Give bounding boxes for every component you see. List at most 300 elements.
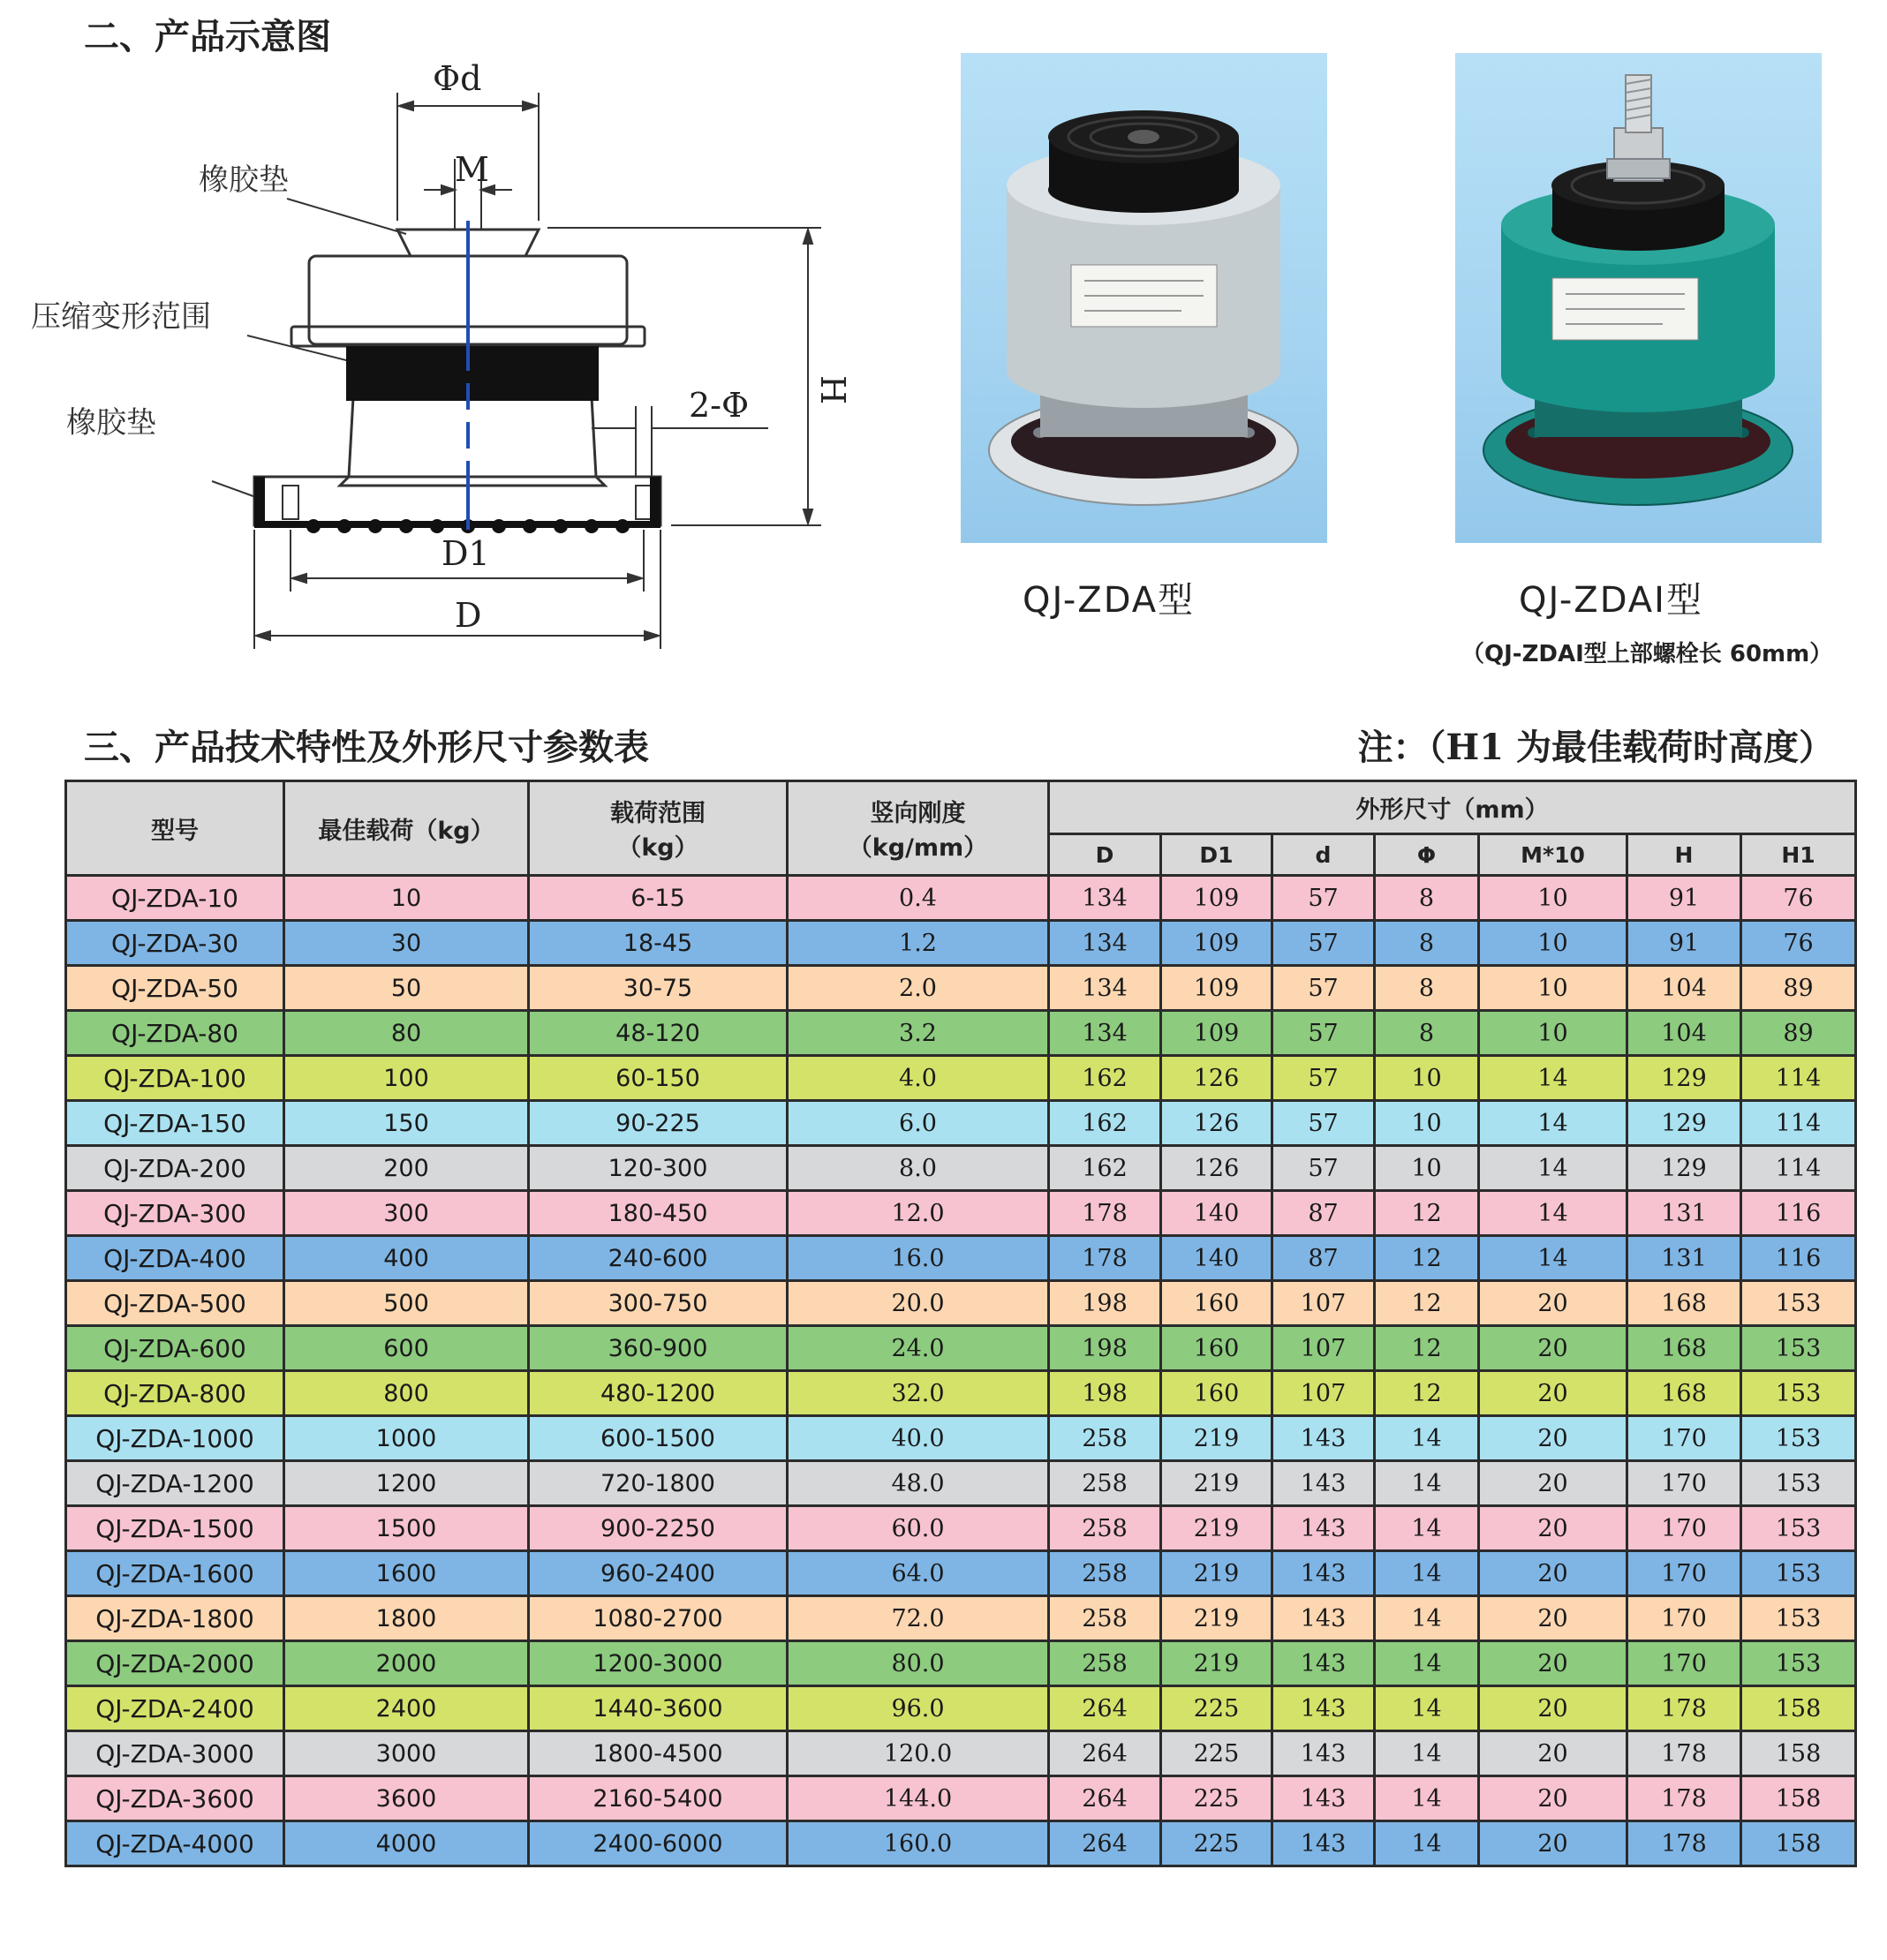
table-row [66,1416,1856,1461]
cell-stiffness: 0.4 [788,876,1049,921]
cell-D: 198 [1049,1371,1161,1416]
cell-best-load: 1200 [284,1461,529,1506]
cell-model: QJ-ZDA-150 [66,1101,284,1146]
cell-H: 178 [1627,1686,1741,1731]
table-row [66,1146,1856,1191]
cell-best-load: 3000 [284,1731,529,1776]
table-row [66,1056,1856,1101]
cell-stiffness: 72.0 [788,1596,1049,1641]
cell-phi: 12 [1375,1236,1479,1281]
cell-D1: 140 [1161,1191,1272,1236]
cell-M: 20 [1479,1731,1627,1776]
cell-H: 168 [1627,1326,1741,1371]
cell-d: 143 [1272,1416,1375,1461]
cell-H1: 153 [1741,1281,1856,1326]
cell-best-load: 80 [284,1011,529,1056]
table-row [66,1371,1856,1416]
cell-load-range: 240-600 [529,1236,788,1281]
cell-d: 107 [1272,1326,1375,1371]
cell-model: QJ-ZDA-3600 [66,1776,284,1821]
cell-stiffness: 3.2 [788,1011,1049,1056]
cell-D1: 126 [1161,1146,1272,1191]
header-stiffness-line1: 竖向刚度 [870,800,966,827]
cell-H: 178 [1627,1821,1741,1866]
cell-D1: 140 [1161,1236,1272,1281]
table-row [66,1461,1856,1506]
cell-load-range: 1440-3600 [529,1686,788,1731]
cell-H: 170 [1627,1551,1741,1596]
header-load-range-line2: （kg） [617,834,698,862]
cell-H1: 116 [1741,1191,1856,1236]
cell-phi: 12 [1375,1191,1479,1236]
table-row [66,1236,1856,1281]
table-row [66,1011,1856,1056]
cell-D: 258 [1049,1506,1161,1551]
cell-model: QJ-ZDA-1200 [66,1461,284,1506]
cell-phi: 12 [1375,1371,1479,1416]
cell-H1: 153 [1741,1461,1856,1506]
table-row [66,1506,1856,1551]
cell-d: 143 [1272,1776,1375,1821]
cell-D: 134 [1049,876,1161,921]
cell-H1: 158 [1741,1776,1856,1821]
cell-phi: 14 [1375,1641,1479,1686]
cell-D1: 225 [1161,1776,1272,1821]
cell-D: 258 [1049,1596,1161,1641]
cell-stiffness: 1.2 [788,921,1049,966]
cell-D1: 160 [1161,1371,1272,1416]
cell-H1: 114 [1741,1146,1856,1191]
cell-model: QJ-ZDA-50 [66,966,284,1011]
cell-model: QJ-ZDA-3000 [66,1731,284,1776]
cell-best-load: 1800 [284,1596,529,1641]
cell-model: QJ-ZDA-80 [66,1011,284,1056]
cell-phi: 12 [1375,1281,1479,1326]
cell-M: 20 [1479,1281,1627,1326]
cell-d: 143 [1272,1506,1375,1551]
cell-best-load: 30 [284,921,529,966]
cell-d: 57 [1272,1101,1375,1146]
cell-d: 57 [1272,921,1375,966]
cell-M: 14 [1479,1191,1627,1236]
cell-load-range: 480-1200 [529,1371,788,1416]
cell-stiffness: 32.0 [788,1371,1049,1416]
cell-load-range: 960-2400 [529,1551,788,1596]
cell-M: 20 [1479,1776,1627,1821]
cell-phi: 8 [1375,966,1479,1011]
cell-best-load: 1600 [284,1551,529,1596]
cell-M: 20 [1479,1461,1627,1506]
cell-load-range: 1080-2700 [529,1596,788,1641]
label-d: D [455,596,482,635]
header-D1: D1 [1161,834,1272,876]
cell-D: 134 [1049,966,1161,1011]
cell-stiffness: 48.0 [788,1461,1049,1506]
header-H1: H1 [1741,834,1856,876]
cell-d: 87 [1272,1236,1375,1281]
cell-load-range: 2160-5400 [529,1776,788,1821]
cell-phi: 14 [1375,1686,1479,1731]
cell-model: QJ-ZDA-30 [66,921,284,966]
cell-model: QJ-ZDA-2400 [66,1686,284,1731]
header-H: H [1627,834,1741,876]
cell-H1: 158 [1741,1686,1856,1731]
cell-phi: 14 [1375,1731,1479,1776]
cell-M: 20 [1479,1641,1627,1686]
cell-H1: 153 [1741,1551,1856,1596]
cell-H: 91 [1627,876,1741,921]
cell-stiffness: 96.0 [788,1686,1049,1731]
cell-load-range: 30-75 [529,966,788,1011]
cell-D: 264 [1049,1686,1161,1731]
cell-D: 178 [1049,1236,1161,1281]
cell-model: QJ-ZDA-300 [66,1191,284,1236]
cell-load-range: 1800-4500 [529,1731,788,1776]
cell-stiffness: 6.0 [788,1101,1049,1146]
cell-M: 20 [1479,1506,1627,1551]
cell-phi: 8 [1375,921,1479,966]
cell-load-range: 120-300 [529,1146,788,1191]
cell-H: 170 [1627,1596,1741,1641]
table-note: 注：（H1 为最佳载荷时高度） [1357,727,1834,768]
cell-H: 104 [1627,1011,1741,1056]
cell-D: 258 [1049,1461,1161,1506]
table-row [66,1686,1856,1731]
cell-D: 162 [1049,1146,1161,1191]
cell-M: 10 [1479,921,1627,966]
product-caption-qj-zdai: QJ-ZDAI型 [1519,580,1703,621]
cell-D1: 109 [1161,921,1272,966]
cell-stiffness: 160.0 [788,1821,1049,1866]
header-stiffness-line2: （kg/mm） [848,834,988,862]
cell-M: 14 [1479,1146,1627,1191]
cell-best-load: 500 [284,1281,529,1326]
cell-d: 57 [1272,1011,1375,1056]
cell-H1: 153 [1741,1641,1856,1686]
cell-H: 129 [1627,1146,1741,1191]
cell-model: QJ-ZDA-800 [66,1371,284,1416]
cell-model: QJ-ZDA-100 [66,1056,284,1101]
cell-M: 20 [1479,1686,1627,1731]
cell-H: 170 [1627,1506,1741,1551]
cell-d: 107 [1272,1371,1375,1416]
cell-d: 57 [1272,876,1375,921]
cell-d: 87 [1272,1191,1375,1236]
table-row [66,921,1856,966]
cell-stiffness: 144.0 [788,1776,1049,1821]
cell-M: 10 [1479,966,1627,1011]
cell-best-load: 200 [284,1146,529,1191]
cell-M: 20 [1479,1551,1627,1596]
cell-H: 168 [1627,1371,1741,1416]
product-caption-qj-zda: QJ-ZDA型 [1023,580,1196,621]
cell-load-range: 6-15 [529,876,788,921]
cell-phi: 14 [1375,1506,1479,1551]
cell-D1: 160 [1161,1326,1272,1371]
cell-H1: 153 [1741,1326,1856,1371]
cell-H1: 89 [1741,1011,1856,1056]
cell-d: 143 [1272,1821,1375,1866]
cell-D1: 126 [1161,1056,1272,1101]
cell-D: 264 [1049,1821,1161,1866]
cell-best-load: 2400 [284,1686,529,1731]
table-row [66,1191,1856,1236]
table-row [66,1821,1856,1866]
cell-H1: 158 [1741,1821,1856,1866]
cell-M: 14 [1479,1056,1627,1101]
cell-H: 170 [1627,1641,1741,1686]
cell-D1: 219 [1161,1461,1272,1506]
cell-phi: 14 [1375,1596,1479,1641]
cell-H1: 76 [1741,921,1856,966]
section-title-diagram: 二、产品示意图 [84,16,331,57]
cell-load-range: 360-900 [529,1326,788,1371]
table-row [66,1281,1856,1326]
cell-model: QJ-ZDA-1500 [66,1506,284,1551]
cell-load-range: 900-2250 [529,1506,788,1551]
cell-best-load: 150 [284,1101,529,1146]
product-note-bolt-length: （QJ-ZDAI型上部螺栓长 60mm） [1461,641,1833,667]
cell-load-range: 300-750 [529,1281,788,1326]
cell-best-load: 800 [284,1371,529,1416]
cell-H1: 158 [1741,1731,1856,1776]
cell-load-range: 180-450 [529,1191,788,1236]
cell-H: 129 [1627,1101,1741,1146]
cell-phi: 14 [1375,1776,1479,1821]
cell-load-range: 48-120 [529,1011,788,1056]
cell-stiffness: 16.0 [788,1236,1049,1281]
cell-H1: 114 [1741,1101,1856,1146]
cell-D: 198 [1049,1281,1161,1326]
cell-stiffness: 64.0 [788,1551,1049,1596]
cell-D1: 225 [1161,1686,1272,1731]
cell-H: 178 [1627,1776,1741,1821]
cell-d: 143 [1272,1551,1375,1596]
cell-D1: 219 [1161,1416,1272,1461]
cell-D: 134 [1049,921,1161,966]
cell-d: 143 [1272,1596,1375,1641]
cell-M: 14 [1479,1236,1627,1281]
cell-H: 129 [1627,1056,1741,1101]
cell-H1: 116 [1741,1236,1856,1281]
cell-D1: 160 [1161,1281,1272,1326]
cell-D1: 225 [1161,1821,1272,1866]
cell-model: QJ-ZDA-500 [66,1281,284,1326]
cell-D: 162 [1049,1101,1161,1146]
table-row [66,1731,1856,1776]
cell-d: 143 [1272,1641,1375,1686]
cell-load-range: 60-150 [529,1056,788,1101]
cell-load-range: 1200-3000 [529,1641,788,1686]
spec-table-body [66,876,1856,1866]
cell-M: 20 [1479,1416,1627,1461]
cell-H1: 153 [1741,1416,1856,1461]
label-compression-range: 压缩变形范围 [31,299,211,335]
cell-D: 134 [1049,1011,1161,1056]
table-row [66,966,1856,1011]
cell-D1: 126 [1161,1101,1272,1146]
cell-phi: 14 [1375,1416,1479,1461]
header-best-load: 最佳载荷（kg） [284,781,529,876]
cell-H: 170 [1627,1461,1741,1506]
cell-phi: 8 [1375,1011,1479,1056]
product-schematic-diagram [18,62,883,680]
cell-best-load: 2000 [284,1641,529,1686]
cell-stiffness: 24.0 [788,1326,1049,1371]
cell-phi: 14 [1375,1551,1479,1596]
cell-M: 20 [1479,1326,1627,1371]
cell-model: QJ-ZDA-1800 [66,1596,284,1641]
cell-H: 131 [1627,1236,1741,1281]
cell-H1: 153 [1741,1596,1856,1641]
cell-D: 264 [1049,1731,1161,1776]
cell-D1: 109 [1161,1011,1272,1056]
header-D: D [1049,834,1161,876]
cell-load-range: 720-1800 [529,1461,788,1506]
cell-H: 170 [1627,1416,1741,1461]
cell-d: 143 [1272,1686,1375,1731]
cell-stiffness: 80.0 [788,1641,1049,1686]
cell-stiffness: 8.0 [788,1146,1049,1191]
table-row [66,1551,1856,1596]
cell-H: 104 [1627,966,1741,1011]
label-phi-d: Φd [433,62,482,98]
cell-best-load: 400 [284,1236,529,1281]
cell-H1: 76 [1741,876,1856,921]
cell-model: QJ-ZDA-600 [66,1326,284,1371]
cell-H: 168 [1627,1281,1741,1326]
label-d1: D1 [442,534,490,573]
cell-D1: 109 [1161,876,1272,921]
cell-H1: 153 [1741,1371,1856,1416]
cell-D: 258 [1049,1641,1161,1686]
cell-H1: 89 [1741,966,1856,1011]
label-rubber-pad-bottom: 橡胶垫 [66,405,156,441]
section-title-spec-table: 三、产品技术特性及外形尺寸参数表 [84,727,649,768]
cell-best-load: 1500 [284,1506,529,1551]
cell-D1: 219 [1161,1551,1272,1596]
cell-best-load: 100 [284,1056,529,1101]
cell-d: 143 [1272,1731,1375,1776]
cell-D1: 219 [1161,1641,1272,1686]
cell-D: 264 [1049,1776,1161,1821]
cell-best-load: 3600 [284,1776,529,1821]
cell-D1: 219 [1161,1506,1272,1551]
cell-stiffness: 40.0 [788,1416,1049,1461]
cell-D1: 219 [1161,1596,1272,1641]
cell-D1: 109 [1161,966,1272,1011]
cell-load-range: 18-45 [529,921,788,966]
cell-stiffness: 2.0 [788,966,1049,1011]
label-h: H [813,375,852,405]
cell-load-range: 90-225 [529,1101,788,1146]
cell-M: 14 [1479,1101,1627,1146]
cell-d: 107 [1272,1281,1375,1326]
cell-H1: 153 [1741,1506,1856,1551]
cell-load-range: 600-1500 [529,1416,788,1461]
cell-model: QJ-ZDA-4000 [66,1821,284,1866]
table-row [66,1326,1856,1371]
cell-model: QJ-ZDA-1000 [66,1416,284,1461]
cell-H: 91 [1627,921,1741,966]
cell-D: 198 [1049,1326,1161,1371]
cell-D: 258 [1049,1551,1161,1596]
label-rubber-pad-top: 橡胶垫 [199,162,289,198]
cell-H: 178 [1627,1731,1741,1776]
header-M: M*10 [1479,834,1627,876]
cell-d: 143 [1272,1461,1375,1506]
cell-D: 178 [1049,1191,1161,1236]
cell-stiffness: 20.0 [788,1281,1049,1326]
cell-phi: 10 [1375,1101,1479,1146]
cell-best-load: 1000 [284,1416,529,1461]
cell-M: 20 [1479,1371,1627,1416]
cell-d: 57 [1272,1146,1375,1191]
cell-best-load: 300 [284,1191,529,1236]
cell-D: 258 [1049,1416,1161,1461]
cell-load-range: 2400-6000 [529,1821,788,1866]
header-load-range-line1: 载荷范围 [610,800,706,827]
cell-D: 162 [1049,1056,1161,1101]
cell-stiffness: 120.0 [788,1731,1049,1776]
label-two-phi: 2-Φ [689,386,750,425]
cell-phi: 8 [1375,876,1479,921]
product-photo-qj-zdai [1455,53,1822,543]
cell-model: QJ-ZDA-400 [66,1236,284,1281]
cell-phi: 10 [1375,1056,1479,1101]
cell-model: QJ-ZDA-2000 [66,1641,284,1686]
cell-d: 57 [1272,1056,1375,1101]
cell-best-load: 600 [284,1326,529,1371]
cell-M: 20 [1479,1596,1627,1641]
cell-best-load: 4000 [284,1821,529,1866]
table-row [66,1101,1856,1146]
cell-model: QJ-ZDA-10 [66,876,284,921]
table-row [66,1776,1856,1821]
cell-stiffness: 4.0 [788,1056,1049,1101]
spec-table [64,780,1857,1867]
cell-D1: 225 [1161,1731,1272,1776]
cell-stiffness: 12.0 [788,1191,1049,1236]
header-load-range [529,781,788,876]
cell-H: 131 [1627,1191,1741,1236]
cell-M: 10 [1479,876,1627,921]
table-row [66,876,1856,921]
product-photo-qj-zda [961,53,1327,543]
cell-best-load: 10 [284,876,529,921]
cell-model: QJ-ZDA-1600 [66,1551,284,1596]
cell-M: 10 [1479,1011,1627,1056]
cell-stiffness: 60.0 [788,1506,1049,1551]
cell-best-load: 50 [284,966,529,1011]
table-row [66,1596,1856,1641]
cell-M: 20 [1479,1821,1627,1866]
table-row [66,1641,1856,1686]
header-model: 型号 [66,781,284,876]
header-phi: Φ [1375,834,1479,876]
cell-phi: 10 [1375,1146,1479,1191]
header-dimensions: 外形尺寸（mm） [1049,781,1856,834]
cell-phi: 14 [1375,1461,1479,1506]
cell-phi: 12 [1375,1326,1479,1371]
cell-model: QJ-ZDA-200 [66,1146,284,1191]
cell-d: 57 [1272,966,1375,1011]
header-stiffness [788,781,1049,876]
header-d: d [1272,834,1375,876]
cell-phi: 14 [1375,1821,1479,1866]
cell-H1: 114 [1741,1056,1856,1101]
label-m: M [455,150,489,189]
